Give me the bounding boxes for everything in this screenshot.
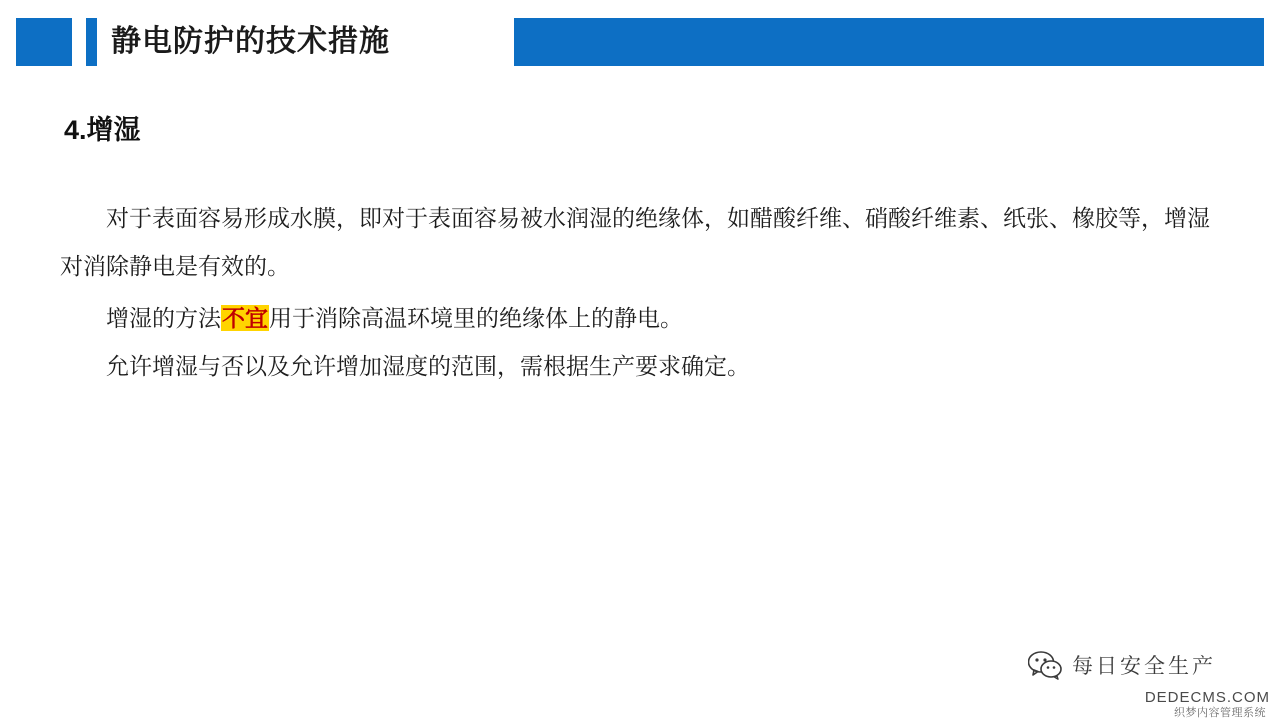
- section-heading: 4.增湿: [64, 115, 141, 145]
- watermark-sub: 织梦内容管理系统: [1174, 707, 1266, 719]
- header-accent-bar: [86, 18, 97, 66]
- paragraph-2: [60, 294, 1220, 342]
- paragraph-2-text-before: 增湿的方法: [106, 305, 221, 331]
- paragraph-3-text: 允许增湿与否以及允许增加湿度的范围，需根据生产要求确定。: [106, 353, 750, 379]
- wechat-badge: [1028, 650, 1216, 680]
- paragraph-2-text-after: 用于消除高温环境里的绝缘体上的静电。: [269, 305, 683, 331]
- page-title: 静电防护的技术措施: [111, 25, 390, 58]
- watermark-main: DEDECMS.COM: [1144, 689, 1270, 706]
- slide-body: [0, 110, 1280, 394]
- paragraph-1: [60, 194, 1220, 290]
- paragraph-2-highlight: 不宜: [222, 305, 268, 331]
- wechat-label: 每日安全生产: [1072, 655, 1216, 678]
- wechat-icon: [1028, 651, 1062, 680]
- paragraph-list: [60, 194, 1220, 390]
- header-right-bar: [514, 18, 1264, 66]
- slide-header: [16, 18, 1264, 66]
- paragraph-1-text: 对于表面容易形成水膜，即对于表面容易被水润湿的绝缘体，如醋酸纤维、硝酸纤维素、纸张、橡胶等，增湿对消除静电是有效的。: [60, 205, 1210, 279]
- header-left-bar: [16, 18, 72, 66]
- paragraph-3: [60, 342, 1220, 390]
